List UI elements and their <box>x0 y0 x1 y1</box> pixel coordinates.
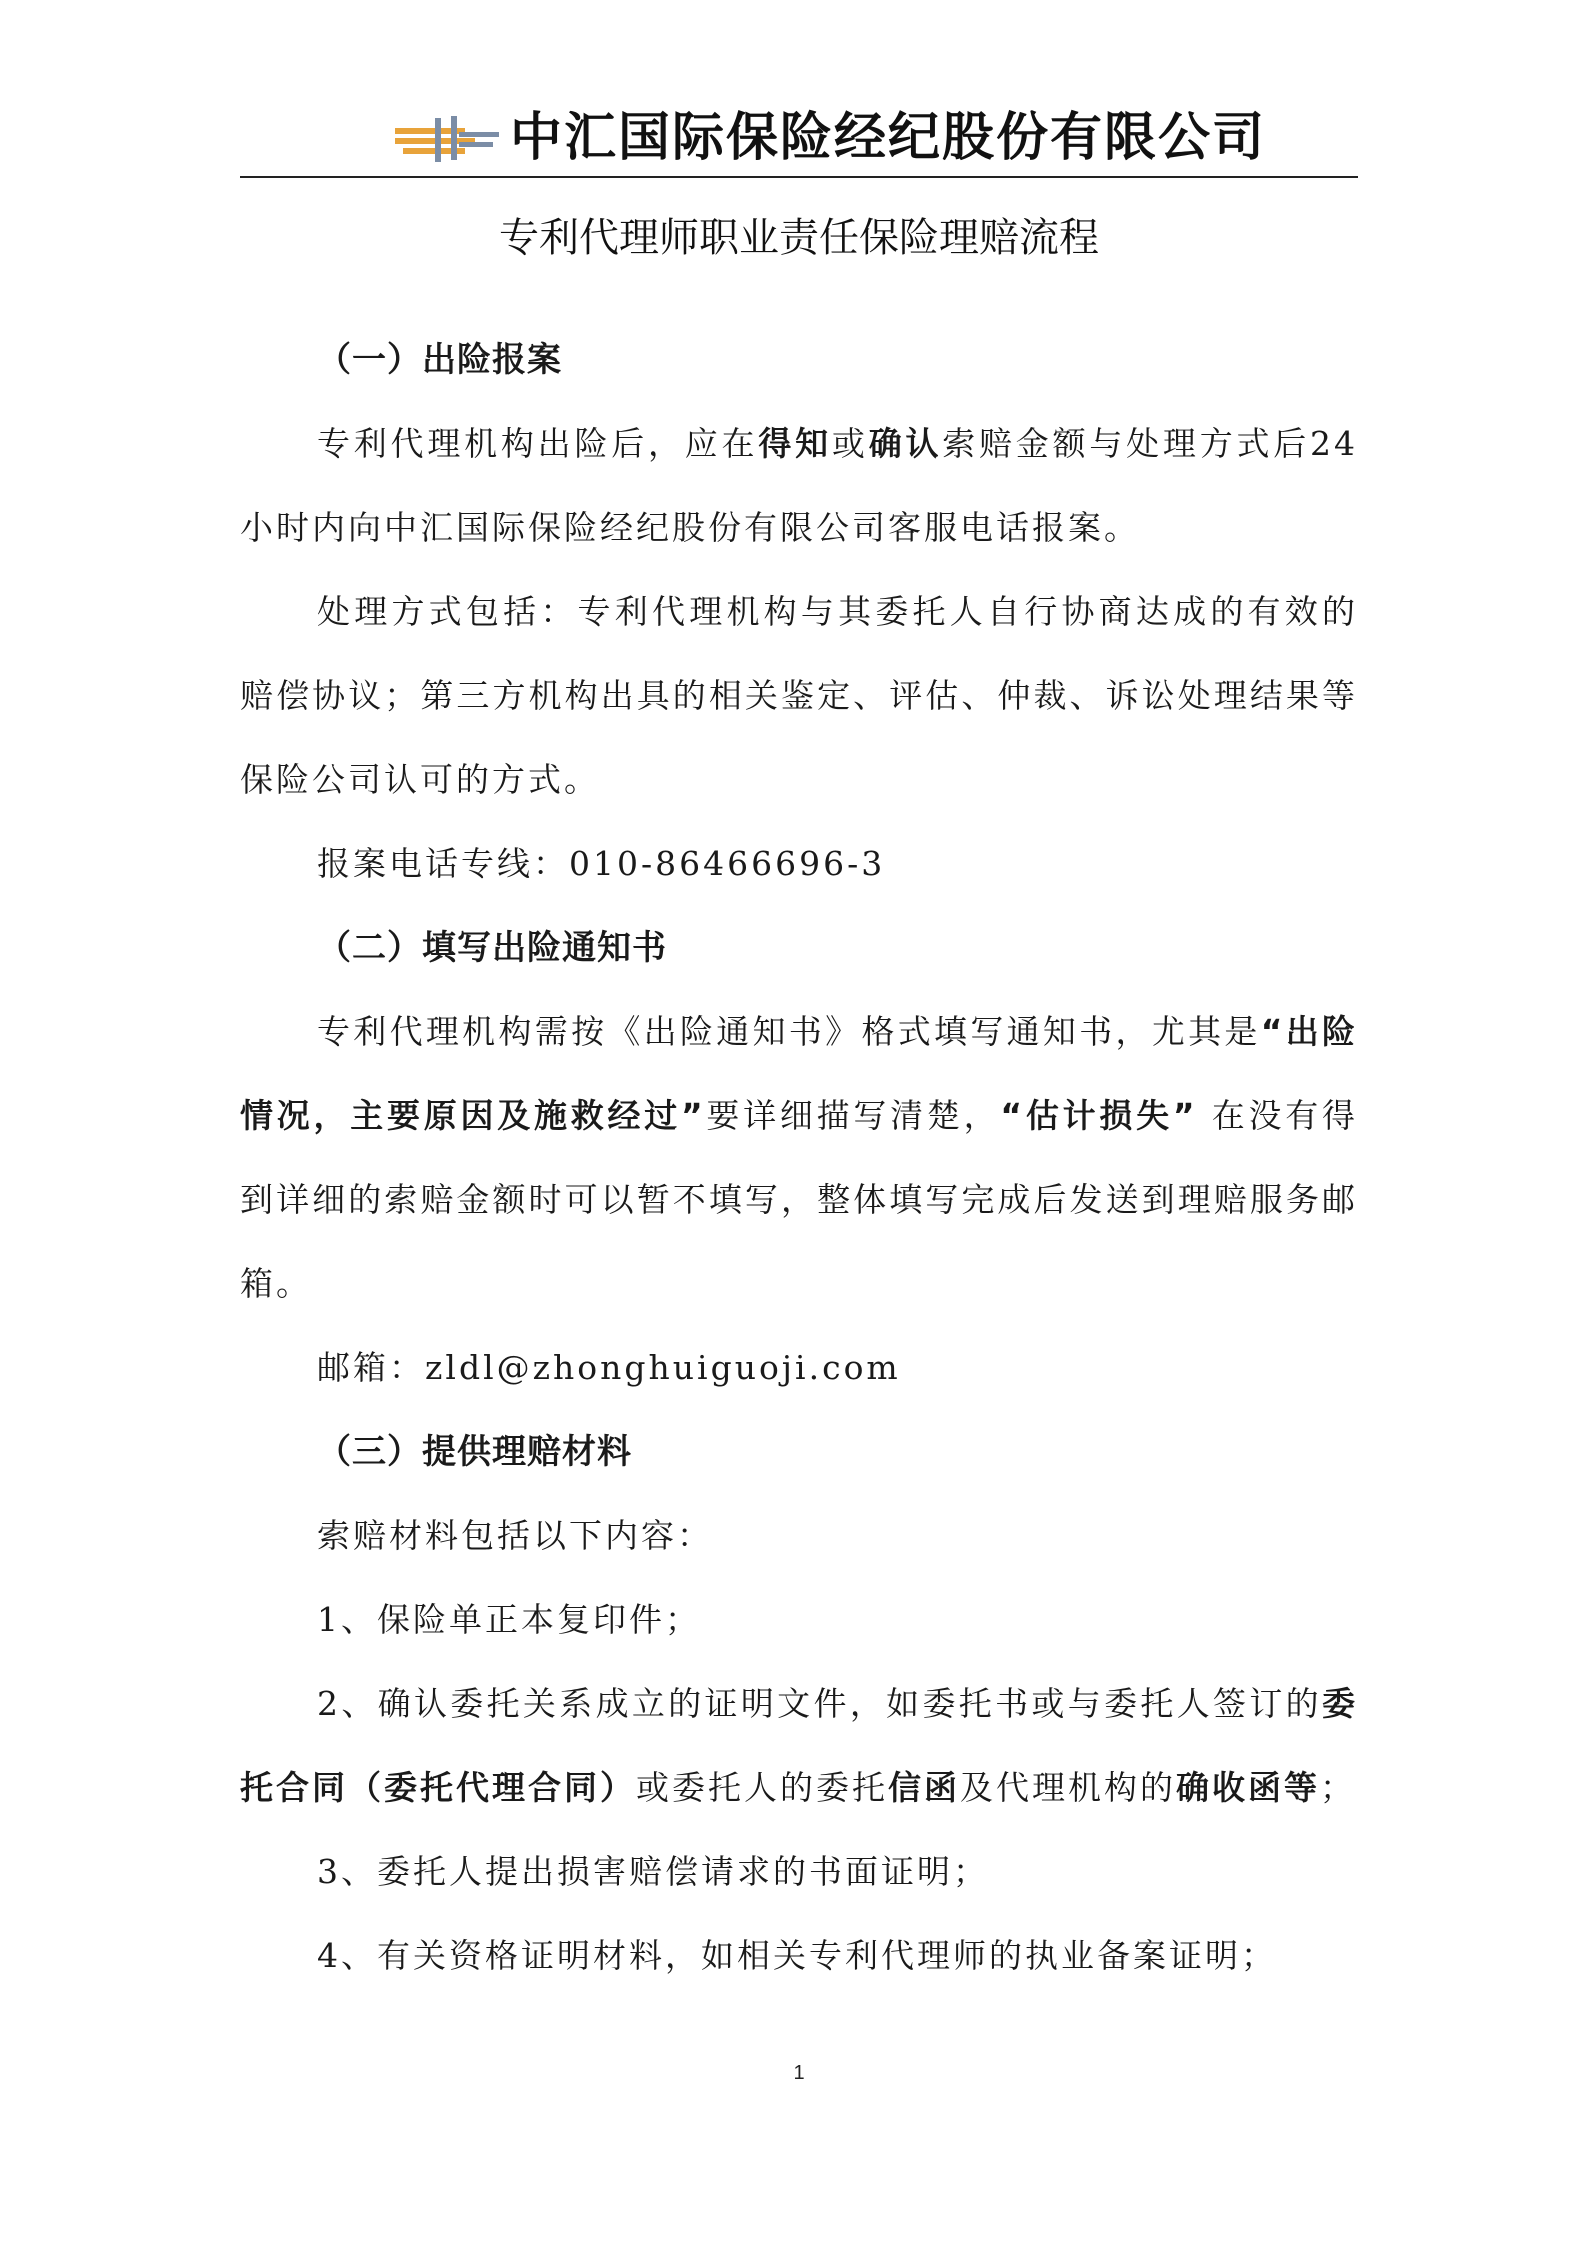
section-heading-report: （一）出险报案 <box>317 340 562 380</box>
document-title: 专利代理师职业责任保险理赔流程 <box>499 215 1099 261</box>
section-heading-notice: （二）填写出险通知书 <box>317 928 667 968</box>
header-divider <box>240 176 1358 178</box>
page-header <box>240 100 1358 176</box>
company-name: 中汇国际保险经纪股份有限公司 <box>510 107 1267 168</box>
zhonghui-logo-icon <box>395 114 505 164</box>
paragraph-notice: 专利代理机构需按《出险通知书》格式填写通知书，尤其是“出险情况，主要原因及施救经过”要详细描写清楚，“估计损失” 在没有得到详细的索赔金额时可以暂不填写，整体填写完成后发送到理赔服务邮箱。 <box>240 1012 1359 1303</box>
paragraph-report: 专利代理机构出险后，应在得知或确认索赔金额与处理方式后24小时内向中汇国际保险经纪股份有限公司客服电话报案。 <box>240 424 1359 547</box>
materials-intro: 索赔材料包括以下内容： <box>317 1516 713 1555</box>
document-body <box>240 318 1358 1998</box>
material-item-3: 3、委托人提出损害赔偿请求的书面证明； <box>317 1852 989 1891</box>
page-number: 1 <box>793 2062 805 2084</box>
material-item-2: 2、确认委托关系成立的证明文件，如委托书或与委托人签订的委托合同（委托代理合同）或委托人的委托信函及代理机构的确收函等； <box>240 1684 1358 1807</box>
hotline-text: 报案电话专线：010-86466696-3 <box>317 844 886 883</box>
paragraph-handling-methods: 处理方式包括：专利代理机构与其委托人自行协商达成的有效的赔偿协议；第三方机构出具的相关鉴定、评估、仲裁、诉讼处理结果等保险公司认可的方式。 <box>240 592 1358 799</box>
material-item-4: 4、有关资格证明材料，如相关专利代理师的执业备案证明； <box>317 1936 1277 1975</box>
material-item-1: 1、保险单正本复印件； <box>317 1600 701 1639</box>
email-text: 邮箱：zldl@zhonghuiguoji.com <box>317 1348 901 1387</box>
section-heading-materials: （三）提供理赔材料 <box>317 1432 632 1472</box>
